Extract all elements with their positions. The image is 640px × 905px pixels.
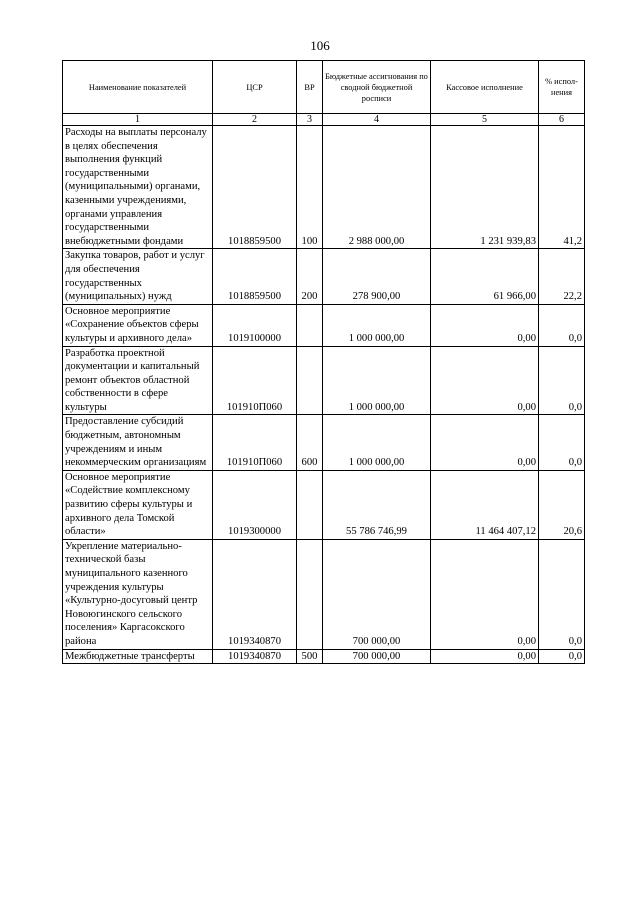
row-percent: 0,0 xyxy=(539,304,585,346)
row-name: Основное мероприятие «Сохранение объектов сферы культуры и архивного дела» xyxy=(63,304,213,346)
row-execution: 0,00 xyxy=(431,304,539,346)
column-number: 1 xyxy=(63,114,213,126)
header-cash-execution: Кассовое исполнение xyxy=(431,61,539,114)
table-row xyxy=(63,126,585,249)
row-vr: 100 xyxy=(297,126,323,249)
row-csr: 101910П060 xyxy=(213,346,297,415)
row-csr: 1018859500 xyxy=(213,126,297,249)
table-row xyxy=(63,539,585,649)
column-number: 2 xyxy=(213,114,297,126)
row-csr: 1019300000 xyxy=(213,470,297,539)
header-budget-allocation: Бюджетные ассигнования по сводной бюджетной росписи xyxy=(323,61,431,114)
row-csr: 1018859500 xyxy=(213,249,297,304)
header-vr: ВР xyxy=(297,61,323,114)
column-number: 5 xyxy=(431,114,539,126)
row-execution: 0,00 xyxy=(431,539,539,649)
row-allocation: 700 000,00 xyxy=(323,539,431,649)
column-number: 6 xyxy=(539,114,585,126)
row-execution: 1 231 939,83 xyxy=(431,126,539,249)
table-row xyxy=(63,346,585,415)
row-csr: 1019100000 xyxy=(213,304,297,346)
row-name: Закупка товаров, работ и услуг для обеспечения государственных (муниципальных) нужд xyxy=(63,249,213,304)
table-row xyxy=(63,649,585,664)
row-allocation: 2 988 000,00 xyxy=(323,126,431,249)
budget-execution-table xyxy=(62,60,585,664)
row-execution: 0,00 xyxy=(431,346,539,415)
header-execution-percent: % испол-нения xyxy=(539,61,585,114)
row-allocation: 700 000,00 xyxy=(323,649,431,664)
row-name: Основное мероприятие «Содействие комплексному развитию сферы культуры и архивного дела Томской области» xyxy=(63,470,213,539)
row-percent: 0,0 xyxy=(539,649,585,664)
row-csr: 1019340870 xyxy=(213,539,297,649)
row-execution: 61 966,00 xyxy=(431,249,539,304)
column-number: 3 xyxy=(297,114,323,126)
row-vr: 600 xyxy=(297,415,323,470)
page-number: 106 xyxy=(310,38,330,53)
row-name: Расходы на выплаты персоналу в целях обеспечения выполнения функций государственными (муниципальными) органами, казенными учреждениями, органами управления государственными внебюджетными фондами xyxy=(63,126,213,249)
row-csr: 1019340870 xyxy=(213,649,297,664)
column-number-row xyxy=(63,114,585,126)
row-vr xyxy=(297,470,323,539)
row-percent: 41,2 xyxy=(539,126,585,249)
row-vr xyxy=(297,304,323,346)
row-percent: 0,0 xyxy=(539,346,585,415)
header-csr: ЦСР xyxy=(213,61,297,114)
row-execution: 0,00 xyxy=(431,415,539,470)
row-execution: 0,00 xyxy=(431,649,539,664)
row-vr: 200 xyxy=(297,249,323,304)
table-row xyxy=(63,415,585,470)
row-name: Разработка проектной документации и капитальный ремонт объектов областной собственности в сфере культуры xyxy=(63,346,213,415)
row-vr xyxy=(297,539,323,649)
row-name: Межбюджетные трансферты xyxy=(63,649,213,664)
table-header-row xyxy=(63,61,585,114)
row-vr: 500 xyxy=(297,649,323,664)
table-row xyxy=(63,304,585,346)
row-allocation: 1 000 000,00 xyxy=(323,346,431,415)
table-row xyxy=(63,249,585,304)
row-percent: 0,0 xyxy=(539,539,585,649)
row-percent: 0,0 xyxy=(539,415,585,470)
header-indicator-name: Наименование показателей xyxy=(63,61,213,114)
row-allocation: 278 900,00 xyxy=(323,249,431,304)
row-allocation: 55 786 746,99 xyxy=(323,470,431,539)
row-percent: 20,6 xyxy=(539,470,585,539)
row-allocation: 1 000 000,00 xyxy=(323,415,431,470)
row-allocation: 1 000 000,00 xyxy=(323,304,431,346)
row-name: Предоставление субсидий бюджетным, автономным учреждениям и иным некоммерческим организациям xyxy=(63,415,213,470)
row-execution: 11 464 407,12 xyxy=(431,470,539,539)
row-vr xyxy=(297,346,323,415)
table-row xyxy=(63,470,585,539)
column-number: 4 xyxy=(323,114,431,126)
row-percent: 22,2 xyxy=(539,249,585,304)
row-csr: 101910П060 xyxy=(213,415,297,470)
row-name: Укрепление материально-технической базы муниципального казенного учреждения культуры «Культурно-досуговый центр Новоюгинского сельского поселения» Каргасокского района xyxy=(63,539,213,649)
